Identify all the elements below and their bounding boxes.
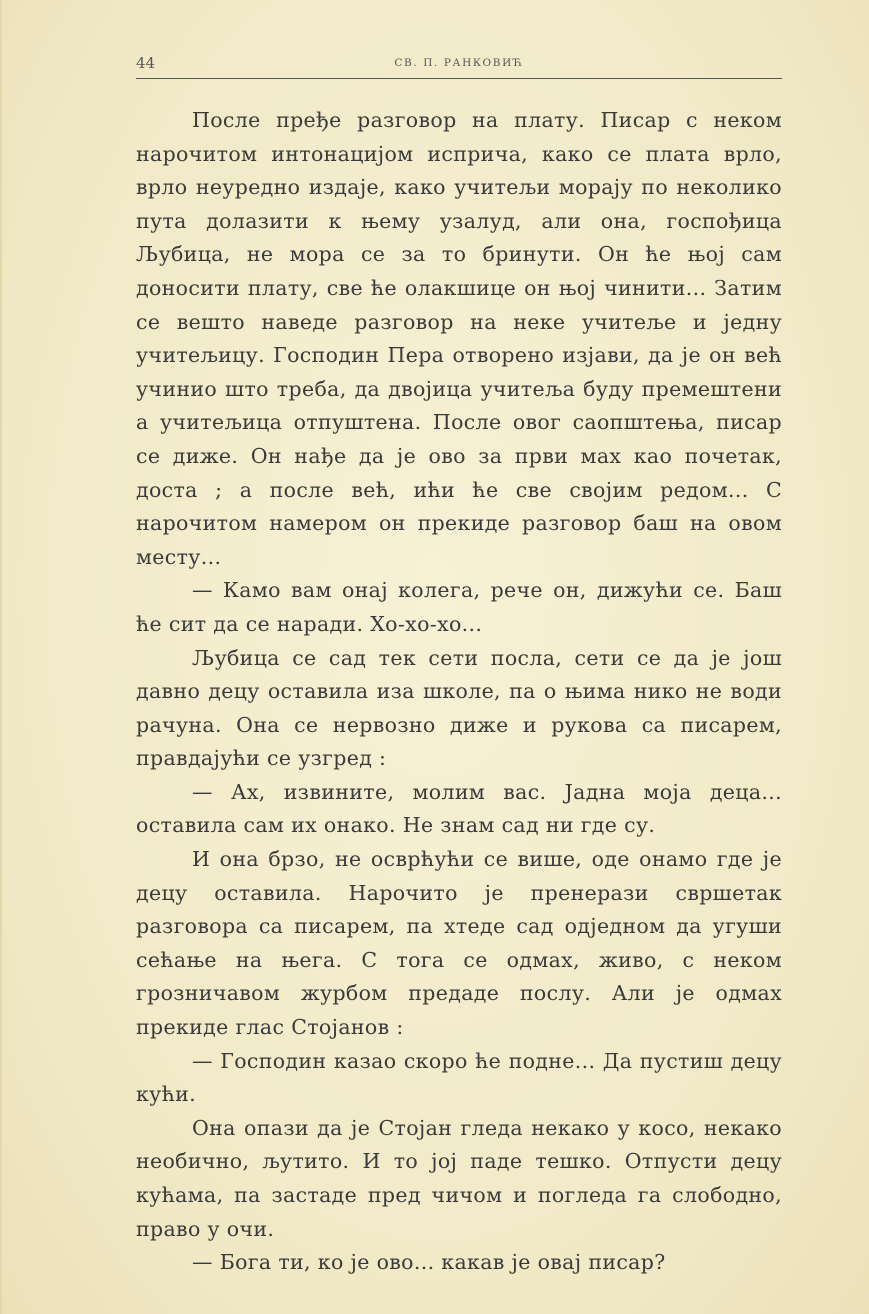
paragraph: И она брзо, не осврћући се више, оде онамо где је децу оставила. Нарочито је пренерази свршетак разговора са писарем, па хтеде сад одједном да угуши сећање на њега. С тога се одмах, живо, с неком грозничавом журбом предаде послу. Али је одмах прекиде глас Стојанов : [136, 847, 782, 1040]
running-head [136, 54, 782, 79]
paragraph: Она опази да је Стојан гледа некако у косо, некако необично, љутито. И то јој паде тешко. Отпусти децу кућама, па застаде пред чичом и погледа га слободно, право у очи. [136, 1115, 782, 1241]
paragraph: — Камо вам онај колега, рече он, дижући се. Баш ће сит да се наради. Хо-хо-хо... [136, 578, 782, 636]
paragraph: — Ах, извините, молим вас. Јадна моја деца... оставила сам их онако. Не знам сад ни где су. [136, 779, 782, 838]
paragraph: Љубица се сад тек сети посла, сети се да је још давно децу оставила иза школе, па о њима нико не води рачуна. Она се нервозно диже и рукова са писарем, правдајући се узгред : [136, 645, 782, 771]
paragraph: После пређе разговор на плату. Писар с неком нарочитом интонацијом исприча, како се плата врло, врло неуредно издаје, како учитељи морају по неколико пута долазити к њему узалуд, али она, госпођица Љубица, не мора се за то бринути. Он ће њој сам доносити плату, све ће олакшице он њој чинити... Затим се вешто наведе разговор на неке учитеље и једну учитељицу. Господин Пера отворено изјави, да је он већ учинио што треба, да двојица учитеља буду премештени а учитељица отпуштена. После овог саопштења, писар се диже. Он нађе да је ово за први мах као почетак, доста ; а после већ, ићи ће све својим редом... С нарочитом намером он прекиде разговор баш на овом месту... [136, 108, 782, 569]
running-title: СВ. П. РАНКОВИЋ [394, 57, 524, 69]
paragraph: — Господин казао скоро ће подне... Да пустиш децу кући. [136, 1048, 782, 1107]
paragraph: — Бога ти, ко је ово... какав је овај писар? [192, 1250, 666, 1275]
text-body [136, 104, 782, 1280]
page-number: 44 [136, 54, 156, 72]
